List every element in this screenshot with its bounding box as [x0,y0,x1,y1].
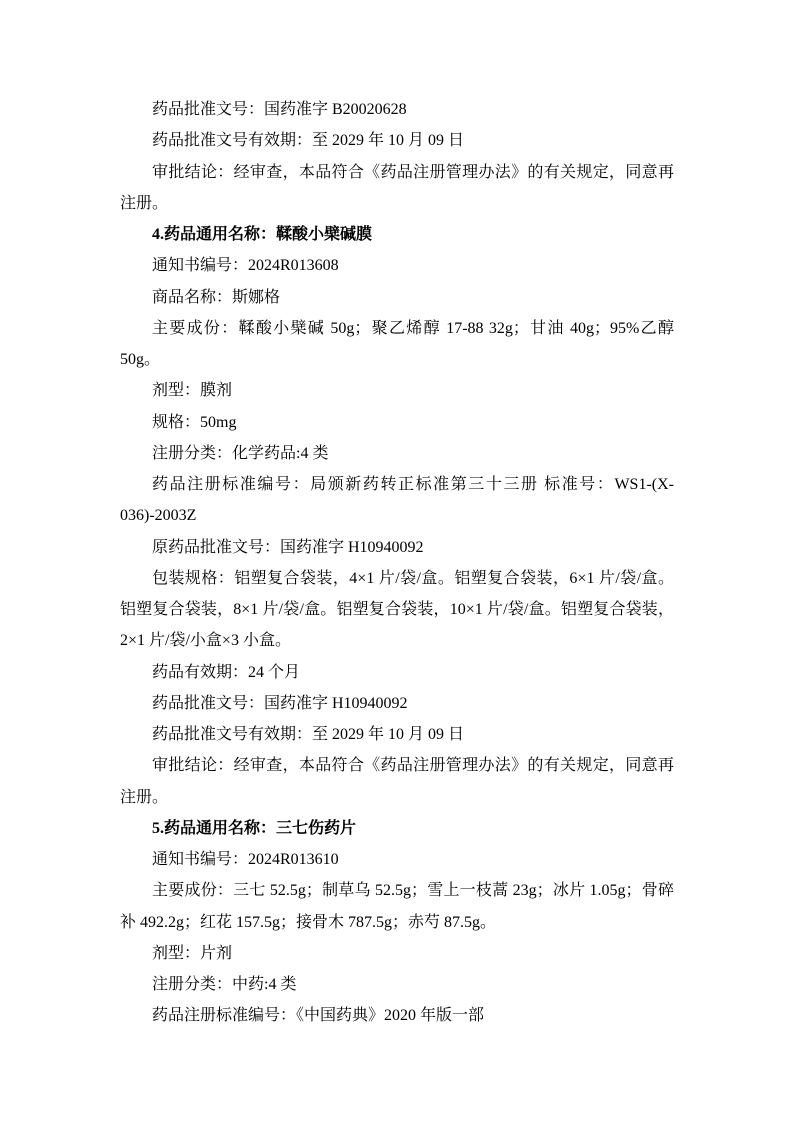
document-paragraph: 注册分类：中药:4 类 [152,976,297,993]
drug-section-heading: 4.药品通用名称：鞣酸小檗碱膜 [152,226,373,243]
document-content [120,94,674,1032]
document-paragraph: 原药品批准文号：国药准字 H10940092 [152,538,424,556]
document-paragraph: 主要成份：鞣酸小檗碱 50g；聚乙烯醇 17-88 32g；甘油 40g；95%乙醇 50g。 [120,319,674,368]
document-paragraph: 药品批准文号：国药准字 H10940092 [152,694,408,712]
document-paragraph: 剂型：片剂 [152,944,233,962]
document-paragraph: 通知书编号：2024R013610 [152,851,339,868]
document-paragraph: 规格：50mg [152,413,237,431]
document-paragraph: 主要成份：三七 52.5g；制草乌 52.5g；雪上一枝蒿 23g；冰片 1.05g；骨碎补 492.2g；红花 157.5g；接骨木 787.5g；赤芍 87.5g。 [120,882,674,931]
document-paragraph: 通知书编号：2024R013608 [152,257,339,275]
document-paragraph: 审批结论：经审查，本品符合《药品注册管理办法》的有关规定，同意再注册。 [120,163,674,212]
document-paragraph: 剂型：膜剂 [152,382,233,400]
document-paragraph: 包装规格：铝塑复合袋装，4×1 片/袋/盒。铝塑复合袋装，6×1 片/袋/盒。铝塑复合袋装，8×1 片/袋/盒。铝塑复合袋装，10×1 片/袋/盒。铝塑复合袋装，2×1 片/袋/小盒×3 小盒。 [120,569,674,650]
document-paragraph: 药品批准文号有效期：至 2029 年 10 月 09 日 [152,726,465,743]
document-paragraph: 商品名称：斯娜格 [152,288,281,306]
document-paragraph: 审批结论：经审查，本品符合《药品注册管理办法》的有关规定，同意再注册。 [120,757,674,806]
document-paragraph: 药品注册标准编号：《中国药典》2020 年版一部 [152,1007,485,1025]
document-paragraph: 药品批准文号：国药准字 B20020628 [152,101,407,118]
document-paragraph: 药品批准文号有效期：至 2029 年 10 月 09 日 [152,132,465,150]
document-paragraph: 药品有效期：24 个月 [152,663,301,681]
drug-section-heading: 5.药品通用名称：三七伤药片 [152,819,357,837]
document-paragraph: 药品注册标准编号：局颁新药转正标准第三十三册 标准号：WS1-(X-036)-2003Z [120,476,674,525]
document-paragraph: 注册分类：化学药品:4 类 [152,444,329,462]
